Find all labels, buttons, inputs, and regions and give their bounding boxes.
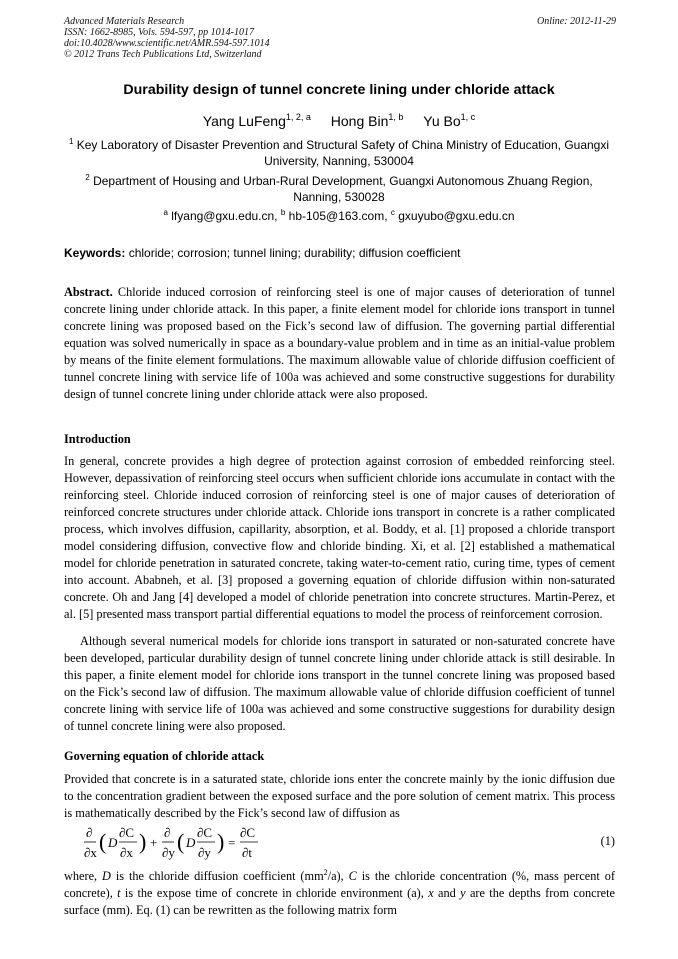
affiliation-1: $^1$ Key Laboratory of Disaster Prevention and Structural Safety of China Ministry of Education, Guangxi University, Nanning, 530004 (68, 137, 610, 168)
governing-paragraph: Provided that concrete is in a saturated state, chloride ions enter the concrete mainly by the ionic diffusion due to the concentration gradient between the exposed surface and the pore solution of cement matrix. This process is mathematically described by the Fick’s second law of diffusion as (64, 772, 615, 820)
keywords-label: Keywords: (64, 246, 126, 260)
eq-partial: ∂ (86, 825, 93, 840)
where-paragraph: where, D is the chloride diffusion coefficient $(mm^2/a)$, C is the chloride concentration (%, mass percent of concrete), t is the expose time of concrete in chloride environment (a), x and y are the depths from concrete surface (mm). Eq. (1) can be rewritten as the following matrix form (64, 868, 615, 918)
online-date: Online: 2012-11-29 (537, 16, 616, 27)
eq-dt: ∂t (242, 845, 253, 860)
affiliation-2: $^2$ Department of Housing and Urban-Rural Development, Guangxi Autonomous Zhuang Region, Nanning, 530028 (85, 173, 593, 204)
equation-number: (1) (600, 834, 615, 848)
abstract-label: Abstract. (64, 285, 113, 299)
equation-1 (84, 822, 615, 864)
eq-dx: ∂x (84, 845, 97, 860)
email-link[interactable]: lfyang@gxu.edu.cn, (171, 209, 278, 223)
eq-D: D (186, 835, 196, 850)
section-heading-introduction: Introduction (64, 432, 131, 446)
author: Yang LuFeng$^{1, 2, a}$ (202, 112, 311, 129)
equation-formula (84, 822, 284, 864)
journal-name: Advanced Materials Research (64, 16, 185, 27)
journal-header (64, 16, 616, 60)
email-link[interactable]: gxuyubo@gxu.edu.cn (398, 209, 515, 223)
keywords-text: chloride; corrosion; tunnel lining; durability; diffusion coefficient (128, 246, 461, 260)
keywords (64, 246, 624, 260)
eq-partial: ∂ (164, 825, 171, 840)
author: Hong Bin$^{1, b}$ (330, 112, 404, 129)
left-paren: ( (177, 829, 185, 854)
right-paren: ) (217, 829, 225, 854)
intro-paragraph-1: In general, concrete provides a high degree of protection against corrosion of embedded reinforcing steel. However, depassivation of reinforcing steel occurs when sufficient chloride ions accumulate in contact with the reinforcing steel. Chloride induced corrosion of reinforcing steel is one of major causes of deterioration of reinforced concrete structures under chloride attack. Chloride ions transport in concrete is a rather complicated process, which involves diffusion, capillarity, absorption, et al. Boddy, et al. [1] proposed a chloride transport model considering diffusion, convective flow and chloride binding. Xi, et al. [2] established a mathematical model for chloride penetration in saturated concrete, taking water-to-cement ratio, curing time, types of cement into account. Ababneh, et al. [3] proposed a governing equation of chloride diffusion within non-saturated concrete. Oh and Jang [4] developed a model of chloride penetration into concrete structures. Martin-Perez, et al. [5] presented mass transport partial differential equations to model the process of reinforcement corrosion. (64, 454, 615, 621)
left-paren: ( (99, 829, 107, 854)
eq-dx: ∂x (120, 845, 133, 860)
paper-title: Durability design of tunnel concrete lining under chloride attack (123, 82, 555, 98)
eq-dy: ∂y (162, 845, 175, 860)
copyright-line: © 2012 Trans Tech Publications Ltd, Switzerland (64, 49, 262, 60)
section-heading-governing-equation: Governing equation of chloride attack (64, 749, 265, 763)
eq-equals: = (228, 835, 236, 850)
author-list (40, 113, 638, 129)
email-link[interactable]: hb-105@163.com, (288, 209, 388, 223)
author: Yu Bo$^{1, c}$ (423, 112, 476, 129)
eq-dC: ∂C (240, 825, 256, 840)
issn-line: ISSN: 1662-8985, Vols. 594-597, pp 1014-1017 (64, 27, 254, 38)
author-emails: $^a$ lfyang@gxu.edu.cn, $^b$ hb-105@163.com, $^c$ gxuyubo@gxu.edu.cn (163, 208, 515, 223)
intro-paragraph-2: Although several numerical models for chloride ions transport in saturated or non-saturated concrete have been developed, particular durability design of tunnel concrete lining under chloride attack is still desirable. In this paper, a finite element model for chloride ions transport in the tunnel concrete lining was proposed based on the Fick’s second law of diffusion. The maximum allowable value of chloride diffusion coefficient of tunnel concrete lining with service life of 100a was achieved and some constructive suggestions for durability design of tunnel concrete lining were also proposed. (64, 634, 615, 733)
eq-plus: + (150, 835, 158, 850)
right-paren: ) (139, 829, 147, 854)
abstract-text: Chloride induced corrosion of reinforcing steel is one of major causes of deterioration of tunnel concrete lining under chloride attack. In this paper, a finite element model for chloride ions transport in tunnel concrete lining was proposed based on the Fick’s second law of diffusion. The governing partial differential equation was solved numerically in space as a boundary-value problem and in time as an initial-value problem by means of the finite element formulations. The maximum allowable value of chloride diffusion coefficient of tunnel concrete lining with service life of 100a was achieved and some constructive suggestions for durability design of tunnel concrete lining under chloride attack were also proposed. (64, 285, 616, 401)
eq-dy: ∂y (198, 845, 211, 860)
eq-D: D (108, 835, 118, 850)
abstract (64, 284, 615, 403)
eq-dC: ∂C (119, 825, 135, 840)
doi-line[interactable]: doi:10.4028/www.scientific.net/AMR.594-597.1014 (64, 38, 270, 49)
eq-dC: ∂C (197, 825, 213, 840)
